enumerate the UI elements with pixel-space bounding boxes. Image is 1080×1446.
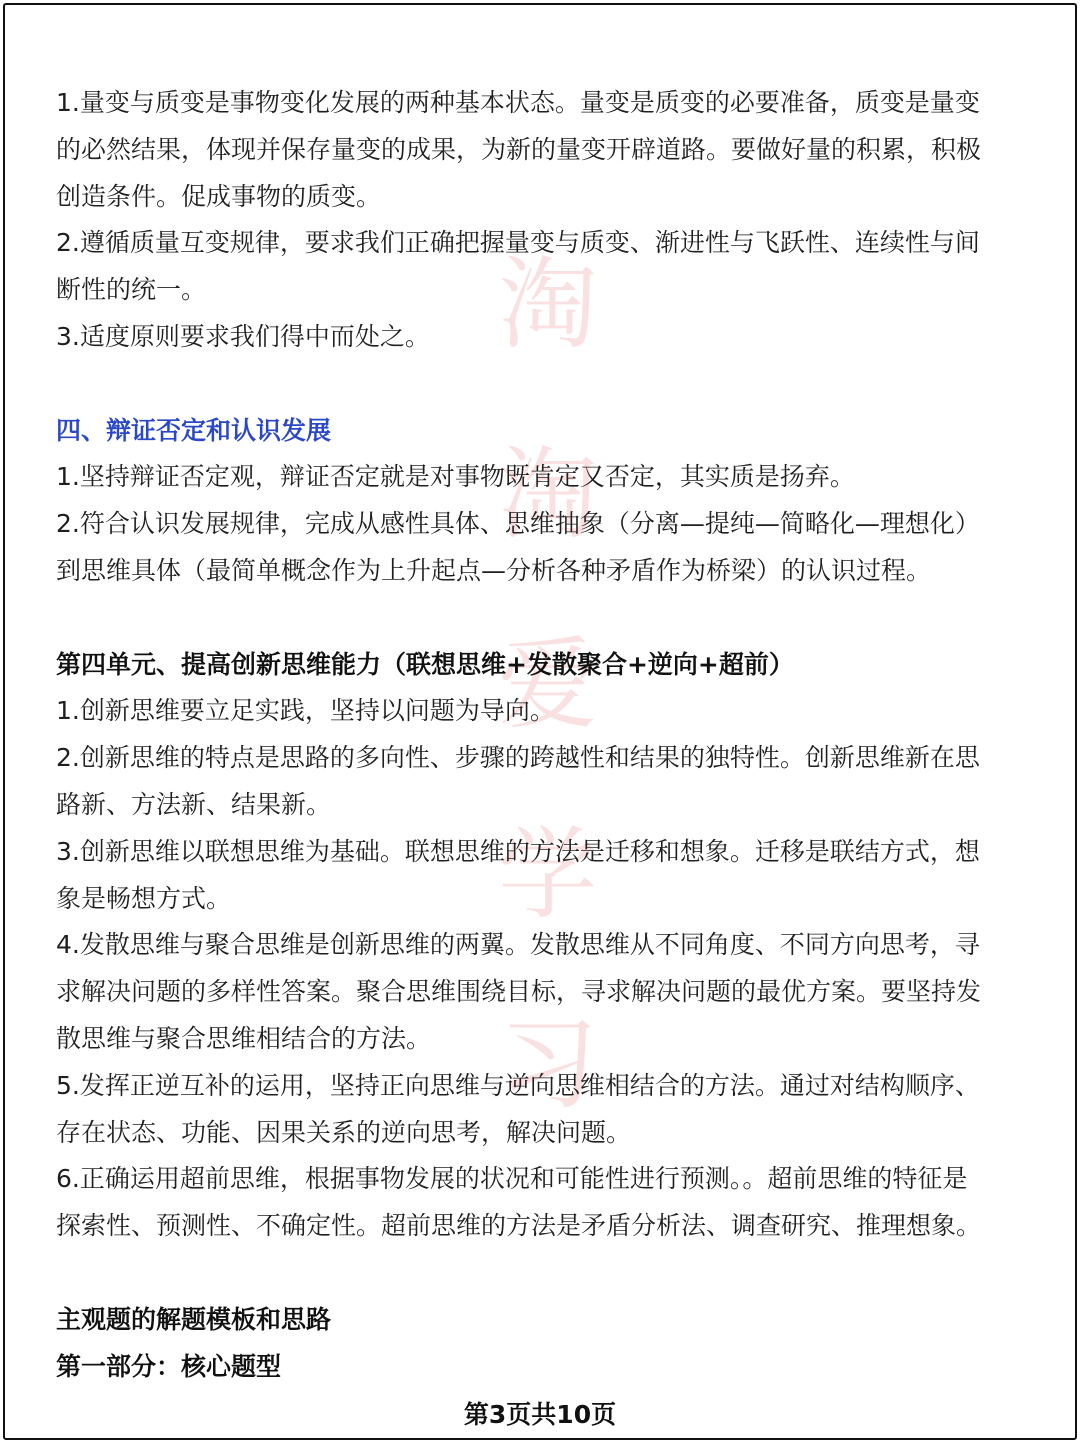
body-line: 存在状态、功能、因果关系的逆向思考，解决问题。 xyxy=(56,1117,632,1147)
body-line: 4.发散思维与聚合思维是创新思维的两翼。发散思维从不同角度、不同方向思考，寻 xyxy=(56,930,980,960)
watermark-char: 学 xyxy=(498,816,598,933)
body-line: 2.创新思维的特点是思路的多向性、步骤的跨越性和结果的独特性。创新思维新在思 xyxy=(56,743,980,773)
body-line: 散思维与聚合思维相结合的方法。 xyxy=(56,1023,432,1053)
body-line: 创造条件。促成事物的质变。 xyxy=(56,181,382,211)
unit-heading: 第四单元、提高创新思维能力（联想思维+发散聚合+逆向+超前） xyxy=(56,649,794,679)
body-line: 到思维具体（最简单概念作为上升起点—分析各种矛盾作为桥梁）的认识过程。 xyxy=(56,555,932,585)
watermark-char: 习 xyxy=(498,1006,598,1123)
body-line: 1.坚持辩证否定观，辩证否定就是对事物既肯定又否定，其实质是扬弃。 xyxy=(56,462,855,492)
body-line: 求解决问题的多样性答案。聚合思维围绕目标，寻求解决问题的最优方案。要坚持发 xyxy=(56,977,982,1007)
body-line: 路新、方法新、结果新。 xyxy=(56,789,332,819)
body-line: 断性的统一。 xyxy=(56,275,207,305)
part-heading: 第一部分：核心题型 xyxy=(56,1351,282,1381)
document-page xyxy=(3,3,1077,1440)
watermark-char: 淘 xyxy=(498,246,598,363)
body-line: 3.创新思维以联想思维为基础。联想思维的方法是迁移和想象。迁移是联结方式，想 xyxy=(56,836,980,866)
body-line: 1.创新思维要立足实践，坚持以问题为导向。 xyxy=(56,696,555,726)
body-line: 的必然结果，体现并保存量变的成果，为新的量变开辟道路。要做好量的积累，积极 xyxy=(56,134,982,164)
watermark-char: 爱 xyxy=(498,626,598,743)
body-line: 2.遵循质量互变规律，要求我们正确把握量变与质变、渐进性与飞跃性、连续性与间 xyxy=(56,228,980,258)
document-body xyxy=(56,80,1031,1390)
body-line: 象是畅想方式。 xyxy=(56,883,232,913)
body-line: 6.正确运用超前思维，根据事物发展的状况和可能性进行预测。。超前思维的特征是 xyxy=(56,1164,968,1194)
watermark-char: 淘 xyxy=(498,436,598,553)
body-line: 3.适度原则要求我们得中而处之。 xyxy=(56,321,430,351)
section-heading: 四、辩证否定和认识发展 xyxy=(56,415,332,445)
template-heading: 主观题的解题模板和思路 xyxy=(56,1304,332,1334)
body-line: 2.符合认识发展规律，完成从感性具体、思维抽象（分离—提纯—简略化—理想化） xyxy=(56,509,980,539)
body-line: 探索性、预测性、不确定性。超前思维的方法是矛盾分析法、调查研究、推理想象。 xyxy=(56,1211,982,1241)
page-number: 第3页共10页 xyxy=(463,1400,617,1429)
body-line: 5.发挥正逆互补的运用，坚持正向思维与逆向思维相结合的方法。通过对结构顺序、 xyxy=(56,1070,980,1100)
body-line: 1.量变与质变是事物变化发展的两种基本状态。量变是质变的必要准备，质变是量变 xyxy=(56,88,980,117)
